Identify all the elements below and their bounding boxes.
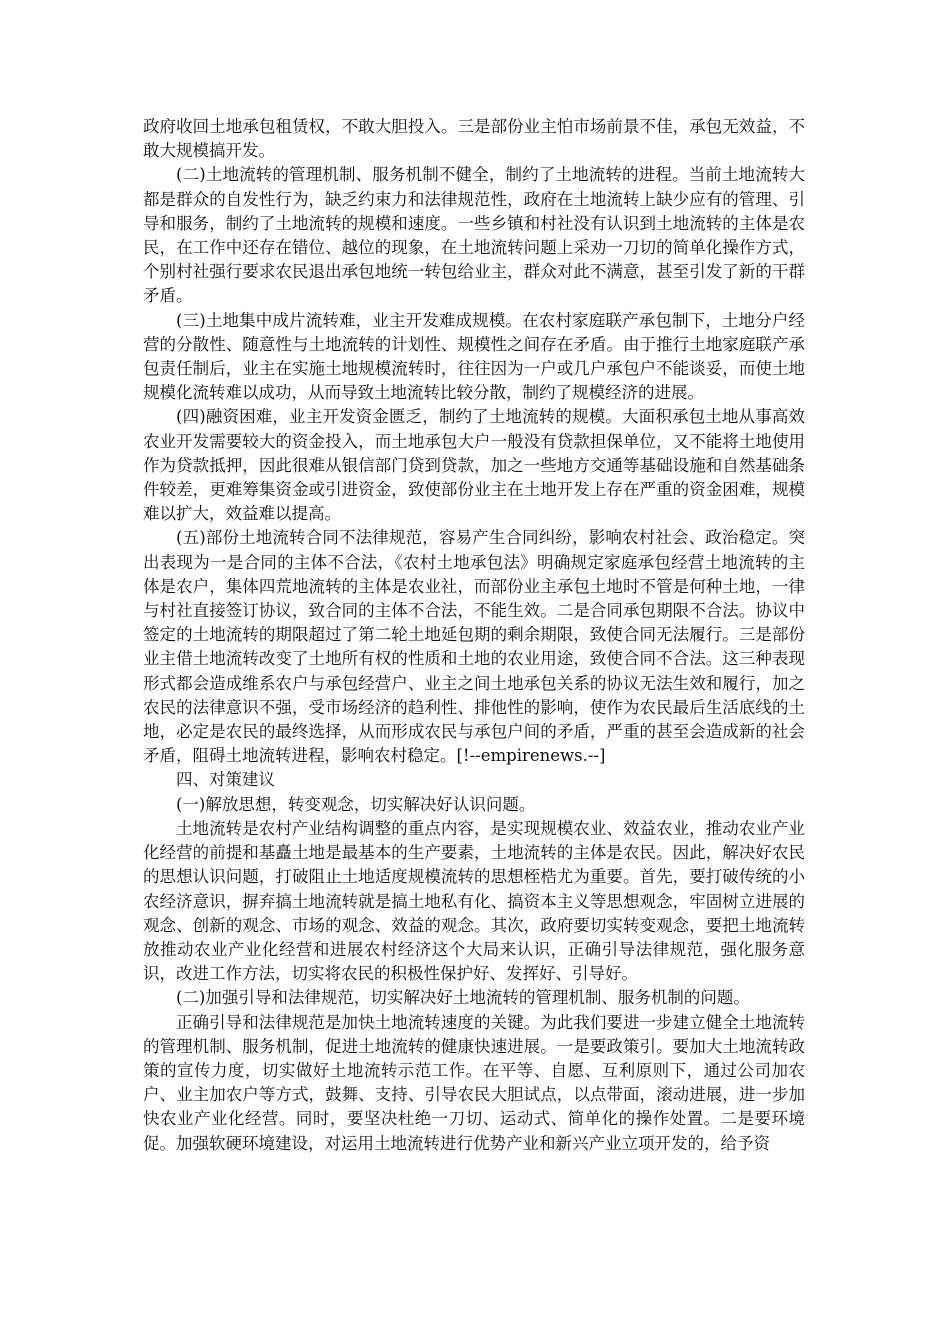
paragraph-issue-3: (三)土地集中成片流转难，业主开发难成规模。在农村家庭联产承包制下，土地分户经营的分散性、随意性与土地流转的计划性、规模性之间存在矛盾。由于推行土地家庭联产承包责任制后，业主在实施土地规模流转时，往往因为一户或几户承包户不能谈妥，而使土地规模化流转难以成功，从而导致土地流转比较分散，制约了规模经济的进展。 [143,310,805,403]
paragraph-issue-4: (四)融资困难，业主开发资金匮乏，制约了土地流转的规模。大面积承包土地从事高效农业开发需要较大的资金投入，而土地承包大户一般没有贷款担保单位，又不能将土地使用作为贷款抵押，因此很难从银信部门贷到贷款，加之一些地方交通等基础设施和自然基础条件较差，更难筹集资金或引进资金，致使部份业主在土地开发上存在严重的资金困难，规模难以扩大，效益难以提高。 [143,407,805,524]
paragraph-issue-2: (二)土地流转的管理机制、服务机制不健全，制约了土地流转的进程。当前土地流转大都是群众的自发性行为，缺乏约束力和法律规范性，政府在土地流转上缺少应有的管理、引导和服务，制约了土地流转的规模和速度。一些乡镇和村社没有认识到土地流转的主体是农民，在工作中还存在错位、越位的现象，在土地流转问题上采劝一刀切的简单化操作方式，个别村社强行要求农民退出承包地统一转包给业主，群众对此不满意，甚至引发了新的干群矛盾。 [143,165,805,306]
paragraph-measure-1: 土地流转是农村产业结构调整的重点内容，是实现规模农业、效益农业，推动农业产业化经营的前提和基矗土地是最基本的生产要素，土地流转的主体是农民。因此，解决好农民的思想认识问题，打破阻止土地适度规模流转的思想桎梏尤为重要。首先，要打破传统的小农经济意识，摒弃搞土地流转就是搞土地私有化、搞资本主义等思想观念，牢固树立进展的观念、创新的观念、市场的观念、效益的观念。其次，政府要切实转变观念，要把土地流转放推动农业产业化经营和进展农村经济这个大局来认识，正确引导法律规范，强化服务意识，改进工作方法，切实将农民的积极性保护好、发挥好、引导好。 [143,818,805,984]
document-body [143,115,805,1156]
section-heading-countermeasures: 四、对策建议 [176,770,275,790]
subheading-measure-2: (二)加强引导和法律规范，切实解决好土地流转的管理机制、服务机制的问题。 [176,988,750,1008]
paragraph-measure-2: 正确引导和法律规范是加快土地流转速度的关键。为此我们要进一步建立健全土地流转的管理机制、服务机制，促进土地流转的健康快速进展。一是要政策引。要加大土地流转政策的宣传力度，切实做好土地流转示范工作。在平等、自愿、互利原则下，通过公司加农户、业主加农户等方式，鼓舞、支持、引导农民大胆试点，以点带面，滚动进展，进一步加快农业产业化经营。同时，要坚决杜绝一刀切、运动式、简单化的操作处置。二是要环境促。加强软硬环境建设，对运用土地流转进行优势产业和新兴产业立项开发的，给予资 [143,1012,805,1153]
paragraph-continuation: 政府收回土地承包租赁权，不敢大胆投入。三是部份业主怕市场前景不佳，承包无效益，不敢大规模搞开发。 [143,117,805,161]
paragraph-issue-5: (五)部份土地流转合同不法律规范，容易产生合同纠纷，影响农村社会、政治稳定。突出表现为一是合同的主体不合法，《农村土地承包法》明确规定家庭承包经营土地流转的主体是农户，集体四荒地流转的主体是农业社，而部份业主承包土地时不管是何种土地，一律与村社直接签订协议，致合同的主体不合法，不能生效。二是合同承包期限不合法。协议中签定的土地流转的期限超过了第二轮土地延包期的剩余期限，致使合同无法履行。三是部份业主借土地流转改变了土地所有权的性质和土地的农业用途，致使合同不合法。这三种表现形式都会造成维系农户与承包经营户、业主之间土地承包关系的协议无法生效和履行，加之农民的法律意识不强，受市场经济的趋利性、排他性的影响，使作为农民最后生活底线的土地，必定是农民的最终选择，从而形成农民与承包户间的矛盾，严重的甚至会造成新的社会矛盾，阻碍土地流转进程，影响农村稳定。[!--empirenews.--] [143,528,805,766]
subheading-measure-1: (一)解放思想，转变观念，切实解决好认识问题。 [176,794,536,814]
